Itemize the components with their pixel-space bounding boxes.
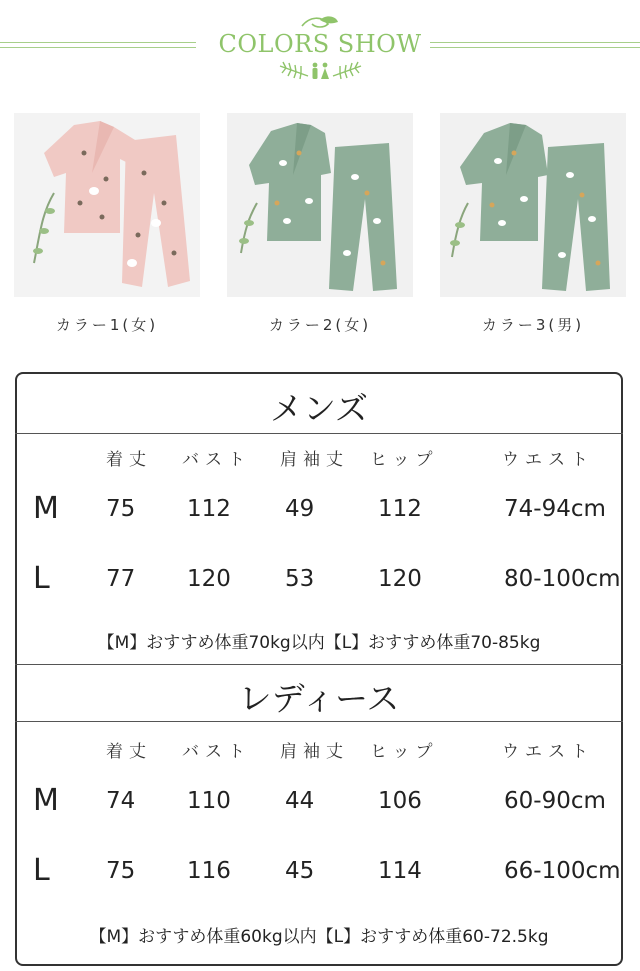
- ladies-m-length: 74: [106, 788, 136, 814]
- mens-size-l: L: [33, 561, 50, 596]
- mens-m-sleeve: 49: [285, 496, 315, 522]
- mens-l-waist: 80-100cm: [504, 566, 621, 592]
- leaf-branch-icon: [331, 60, 365, 80]
- header-rule-right-top: [430, 42, 640, 43]
- divider: [15, 721, 623, 722]
- mens-m-waist: 74-94cm: [504, 496, 606, 522]
- ladies-l-sleeve: 45: [285, 858, 315, 884]
- ladies-m-hip: 106: [378, 788, 422, 814]
- col-header-hip: ヒップ: [370, 450, 439, 470]
- ladies-l-length: 75: [106, 858, 136, 884]
- pajama-pink-icon: [14, 113, 200, 297]
- divider: [15, 664, 623, 665]
- product-caption-2: カラー2(女): [268, 316, 372, 334]
- ladies-l-bust: 116: [187, 858, 231, 884]
- ladies-l-hip: 114: [378, 858, 422, 884]
- mens-l-hip: 120: [378, 566, 422, 592]
- ladies-m-waist: 60-90cm: [504, 788, 606, 814]
- page-title: COLORS SHOW: [218, 30, 422, 58]
- col-header-sleeve: 肩袖丈: [280, 742, 349, 762]
- col-header-length: 着丈: [106, 742, 152, 762]
- col-header-waist: ウエスト: [502, 742, 594, 762]
- product-photo-1: [14, 113, 200, 297]
- product-caption-3: カラー3(男): [481, 316, 585, 334]
- col-header-sleeve: 肩袖丈: [280, 450, 349, 470]
- mens-title: メンズ: [269, 389, 368, 428]
- couple-icon: [309, 62, 331, 80]
- mens-m-bust: 112: [187, 496, 231, 522]
- ladies-size-m: M: [33, 783, 59, 818]
- ladies-m-sleeve: 44: [285, 788, 315, 814]
- product-photo-3: [440, 113, 626, 297]
- mens-m-hip: 112: [378, 496, 422, 522]
- mens-l-sleeve: 53: [285, 566, 315, 592]
- leaf-branch-icon: [276, 60, 310, 80]
- ladies-m-bust: 110: [187, 788, 231, 814]
- pajama-green-icon: [440, 113, 626, 297]
- product-photo-2: [227, 113, 413, 297]
- header-rule-right-bottom: [430, 47, 640, 48]
- col-header-bust: バスト: [182, 742, 251, 762]
- product-caption-1: カラー1(女): [55, 316, 159, 334]
- header-rule-left-bottom: [0, 47, 196, 48]
- mens-size-m: M: [33, 491, 59, 526]
- mens-l-length: 77: [106, 566, 136, 592]
- ladies-title: レディース: [238, 679, 400, 718]
- col-header-hip: ヒップ: [370, 742, 439, 762]
- mens-l-bust: 120: [187, 566, 231, 592]
- mens-m-length: 75: [106, 496, 136, 522]
- col-header-length: 着丈: [106, 450, 152, 470]
- header-rule-left-top: [0, 42, 196, 43]
- ladies-weight-note: 【M】おすすめ体重60kg以内【L】おすすめ体重60-72.5kg: [89, 927, 549, 947]
- col-header-bust: バスト: [182, 450, 251, 470]
- ladies-size-l: L: [33, 853, 50, 888]
- pajama-green-icon: [227, 113, 413, 297]
- divider: [15, 433, 623, 434]
- mens-weight-note: 【M】おすすめ体重70kg以内【L】おすすめ体重70-85kg: [97, 633, 541, 653]
- ladies-l-waist: 66-100cm: [504, 858, 621, 884]
- col-header-waist: ウエスト: [502, 450, 594, 470]
